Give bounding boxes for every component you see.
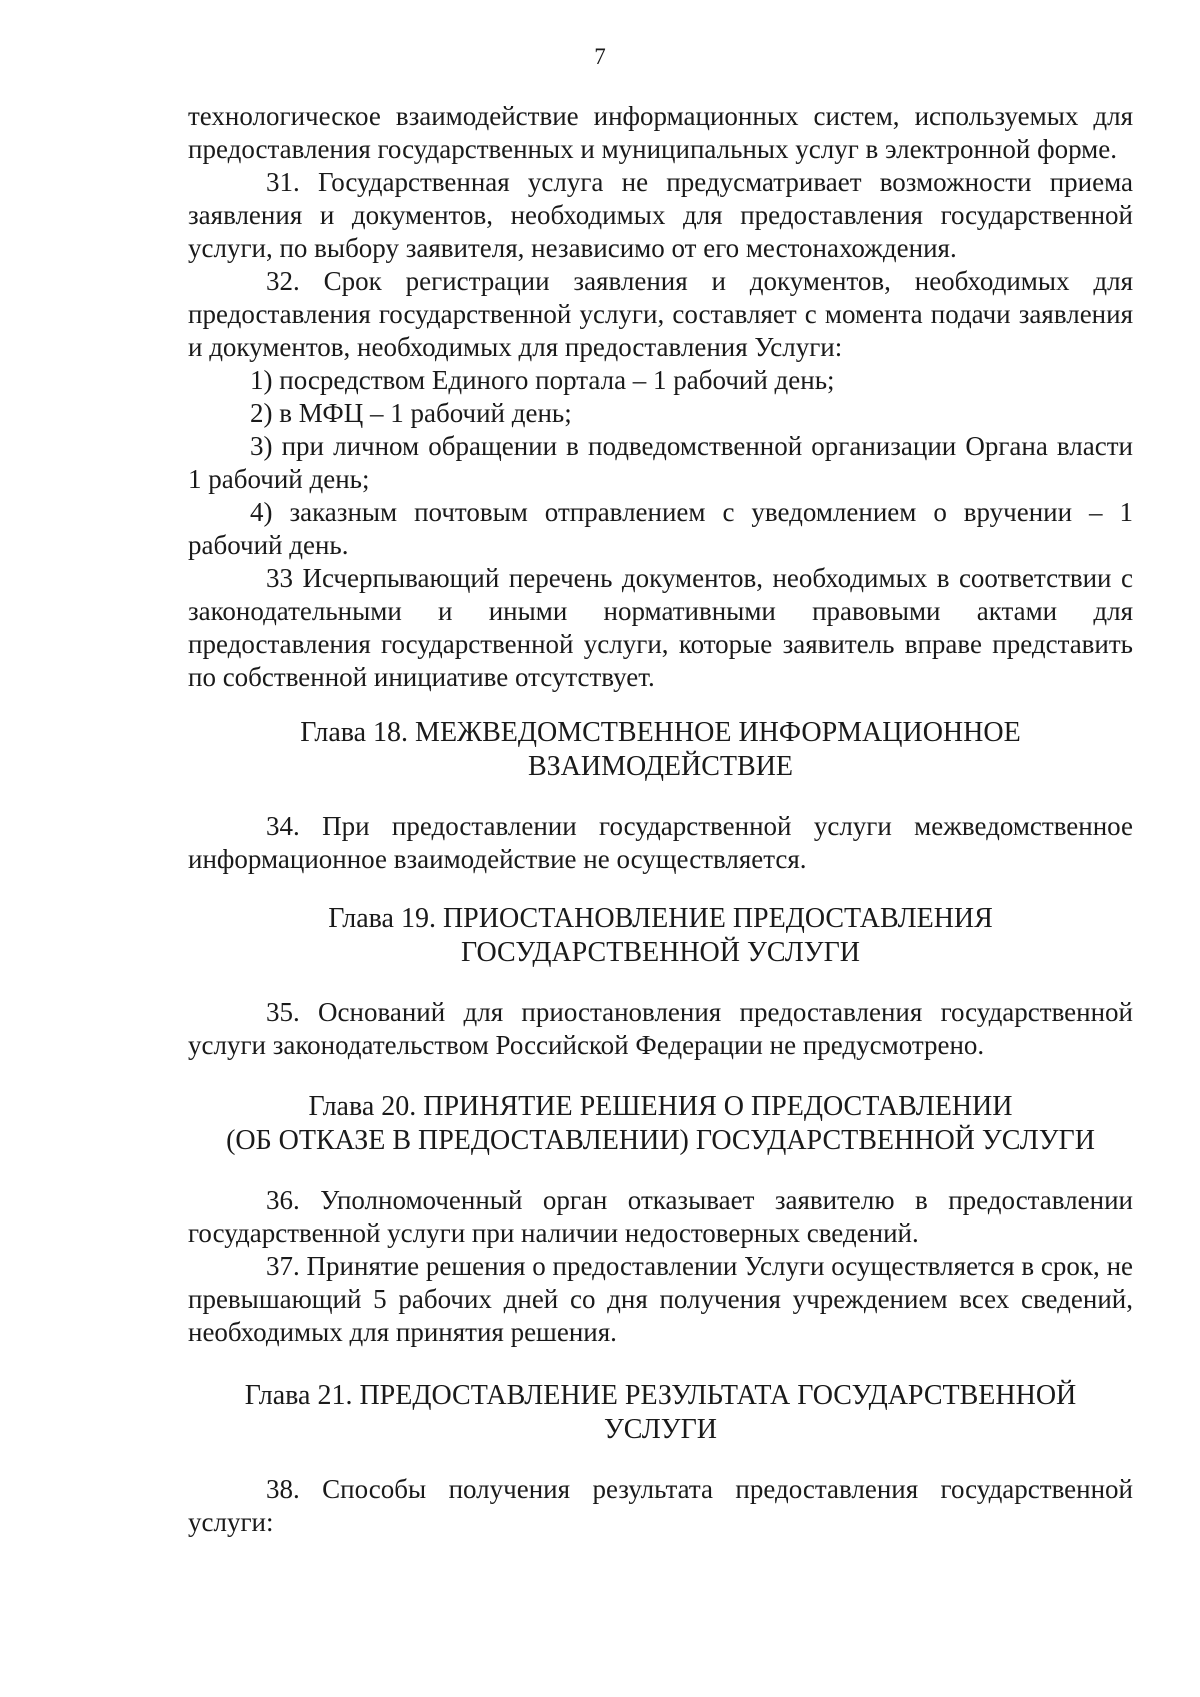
chapter-20-heading-line2: (ОБ ОТКАЗЕ В ПРЕДОСТАВЛЕНИИ) ГОСУДАРСТВЕННОЙ УСЛУГИ <box>226 1125 1095 1156</box>
list-item-32-2: 2) в МФЦ – 1 рабочий день; <box>250 398 572 428</box>
paragraph-continuation: технологическое взаимодействие информационных систем, используемых для предоставления государственных и муниципальных услуг в электронной форме. <box>188 101 1133 164</box>
list-item-32-4: 4) заказным почтовым отправлением с уведомлением о вручении – 1 рабочий день. <box>188 497 1133 560</box>
chapter-19-heading-line2: ГОСУДАРСТВЕННОЙ УСЛУГИ <box>460 937 861 968</box>
list-item-32-3: 3) при личном обращении в подведомственной организации Органа власти 1 рабочий день; <box>188 431 1133 494</box>
document-body <box>188 100 1133 1539</box>
paragraph-34: 34. При предоставлении государственной услуги межведомственное информационное взаимодействие не осуществляется. <box>188 811 1133 874</box>
chapter-18-heading <box>188 716 1133 784</box>
chapter-19-heading-line1: Глава 19. ПРИОСТАНОВЛЕНИЕ ПРЕДОСТАВЛЕНИЯ <box>328 903 993 934</box>
chapter-20-heading-line1: Глава 20. ПРИНЯТИЕ РЕШЕНИЯ О ПРЕДОСТАВЛЕНИИ <box>308 1091 1013 1122</box>
paragraph-33: 33 Исчерпывающий перечень документов, необходимых в соответствии с законодательными и иными нормативными правовыми актами для предоставления государственной услуги, которые заявитель вправе представить по собственной инициативе отсутствует. <box>188 563 1133 692</box>
page-number: 7 <box>594 44 606 69</box>
chapter-20-heading <box>188 1090 1133 1158</box>
paragraph-35: 35. Оснований для приостановления предоставления государственной услуги законодательством Российской Федерации не предусмотрено. <box>188 997 1133 1060</box>
chapter-21-heading-line2: УСЛУГИ <box>603 1414 718 1445</box>
paragraph-37: 37. Принятие решения о предоставлении Услуги осуществляется в срок, не превышающий 5 рабочих дней со дня получения учреждением всех сведений, необходимых для принятия решения. <box>188 1251 1133 1347</box>
chapter-21-heading <box>188 1379 1133 1447</box>
paragraph-36: 36. Уполномоченный орган отказывает заявителю в предоставлении государственной услуги при наличии недостоверных сведений. <box>188 1185 1133 1248</box>
paragraph-32: 32. Срок регистрации заявления и документов, необходимых для предоставления государственной услуги, составляет с момента подачи заявления и документов, необходимых для предоставления Услуги: <box>188 266 1133 362</box>
list-item-32-1: 1) посредством Единого портала – 1 рабочий день; <box>250 365 835 395</box>
chapter-18-heading-line1: Глава 18. МЕЖВЕДОМСТВЕННОЕ ИНФОРМАЦИОННОЕ <box>300 717 1021 748</box>
chapter-21-heading-line1: Глава 21. ПРЕДОСТАВЛЕНИЕ РЕЗУЛЬТАТА ГОСУДАРСТВЕННОЙ <box>244 1380 1077 1411</box>
paragraph-31: 31. Государственная услуга не предусматривает возможности приема заявления и документов, необходимых для предоставления государственной услуги, по выбору заявителя, независимо от его местонахождения. <box>188 167 1133 263</box>
paragraph-38: 38. Способы получения результата предоставления государственной услуги: <box>188 1474 1133 1537</box>
chapter-18-heading-line2: ВЗАИМОДЕЙСТВИЕ <box>527 751 794 782</box>
chapter-19-heading <box>188 902 1133 970</box>
